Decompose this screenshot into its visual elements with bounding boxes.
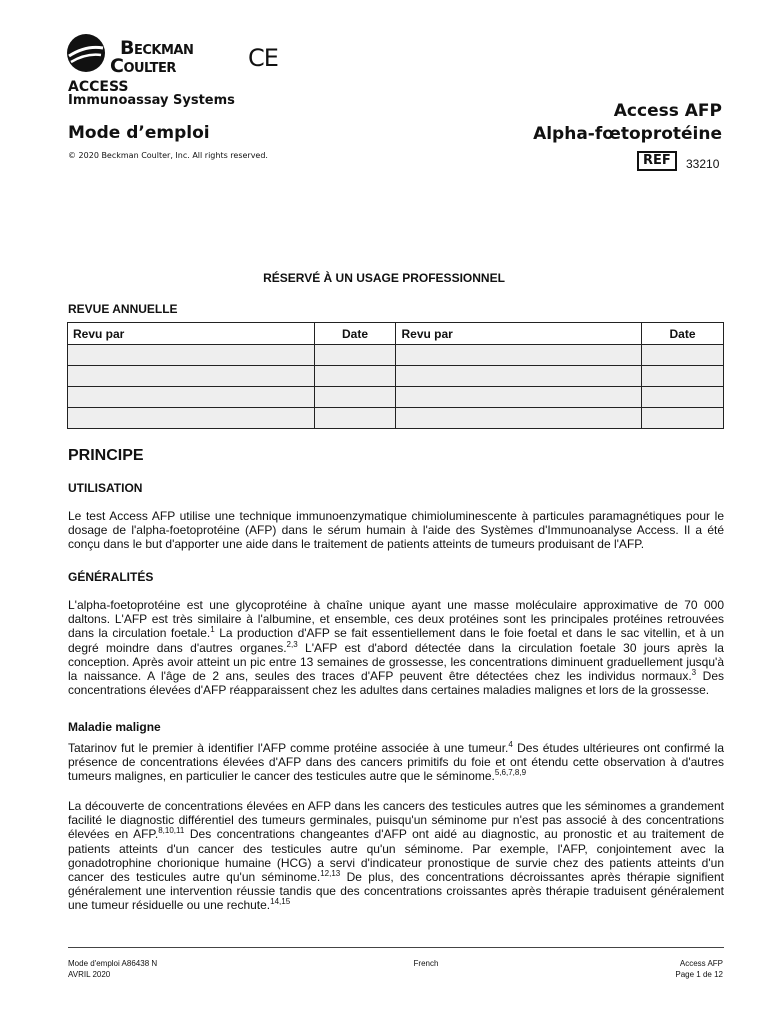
table-cell [642, 387, 724, 408]
annual-review-heading: REVUE ANNUELLE [68, 302, 178, 316]
product-title: Access AFP [613, 101, 722, 121]
generalites-paragraph: L'alpha-foetoprotéine est une glycoprotéine à chaîne unique ayant une masse moléculaire approximative de 70 000 daltons. L'AFP est très similaire à l'albumine, et ensemble, ces deux protéines sont les principales protéines retrouvées dans la circulation foetale.$^1$ La production d'AFP se fait essentiellement dans le foie foetal et dans le sac vitellin, et à un degré moindre dans d'autres organes.$^{2,3}$ L'AFP est d'abord détectée dans la circulation foetale 30 jours après la conception. Après avoir atteint un pic entre 13 semaines de grossesse, les concentrations diminuent graduellement jusqu'à la naissance. A l'âge de 2 ans, seules des traces d'AFP peuvent être détectées chez les individus normaux.$^3$ Des concentrations élevées d'AFP réapparaissent chez les adultes dans certaines maladies malignes et lors de la grossesse. [68, 598, 724, 698]
table-cell [314, 345, 396, 366]
table-cell [396, 387, 642, 408]
table-cell [642, 408, 724, 429]
table-cell [396, 366, 642, 387]
footer-product: Access AFP [679, 959, 723, 968]
brand-word-1: Beckman [120, 37, 194, 59]
ref-number: 33210 [686, 157, 720, 171]
annual-review-table [67, 322, 724, 429]
table-cell [642, 345, 724, 366]
table-cell [314, 408, 396, 429]
table-cell [68, 408, 315, 429]
footer-doc-ref: Mode d'emploi A86438 N [68, 959, 158, 968]
table-cell [396, 408, 642, 429]
system-subtitle: Immunoassay Systems [68, 93, 235, 108]
column-header: Date [314, 323, 396, 345]
table-cell [314, 387, 396, 408]
footer-page-number: Page 1 de 12 [675, 970, 723, 979]
ce-mark: CE [248, 44, 278, 72]
footer-language: French [413, 959, 439, 968]
maladie-paragraph-2: La découverte de concentrations élevées en AFP dans les cancers des testicules autres que les séminomes a grandement facilité le diagnostic différentiel des tumeurs germinales, puisqu'un séminome pur n'est pas associé à des concentrations élevées en AFP.$^{8,10,11}$ Des concentrations changeantes d'AFP ont aidé au diagnostic, au pronostic et au traitement de patients atteints d'un cancer des testicules autre qu'un séminome. Par exemple, l'AFP, conjointement avec la gonadotrophine chorionique humaine (HCG) a servi d'indicateur pronostique de survie chez des patients atteints d'un cancer des testicules autre qu'un séminome.$^{12,13}$ De plus, des concentrations décroissantes après thérapie signifient généralement une intervention réussie tandis que des concentrations croissantes après thérapie traduisent généralement une tumeur résiduelle ou une rechute.$^{14,15}$ [68, 799, 724, 913]
copyright-notice: © 2020 Beckman Coulter, Inc. All rights reserved. [68, 151, 268, 160]
table-row [68, 345, 724, 366]
beckman-coulter-logo [66, 33, 216, 79]
footer-divider [68, 947, 724, 948]
utilisation-heading: UTILISATION [68, 481, 143, 495]
document-type: Mode d’emploi [68, 123, 210, 143]
utilisation-paragraph: Le test Access AFP utilise une technique immunoenzymatique chimioluminescente à particules paramagnétiques pour le dosage de l'alpha-foetoprotéine (AFP) dans le sérum humain à l'aide des Systèmes d'Immunoanalyse Access. Il a été conçu dans le but d'apporter une aide dans le traitement de patients atteints de tumeurs produisant de l'AFP. [68, 509, 724, 552]
maladie-paragraph-1: Tatarinov fut le premier à identifier l'AFP comme protéine associée à une tumeur.$^4$ Des études ultérieures ont confirmé la présence de concentrations élevées d'AFP dans des cancers primitifs du foie et ont étendu cette observation à d'autres tumeurs malignes, en particulier le cancer des testicules autre que le séminome.$^{5,6,7,8,9}$ [68, 740, 724, 784]
generalites-heading: GÉNÉRALITÉS [68, 570, 154, 584]
column-header: Revu par [396, 323, 642, 345]
table-row [68, 366, 724, 387]
table-cell [396, 345, 642, 366]
footer-date: AVRIL 2020 [68, 970, 111, 979]
system-name: ACCESS [68, 79, 129, 95]
brand-word-2: Coulter [110, 55, 176, 77]
beckman-globe-icon [66, 33, 106, 73]
table-header-row [68, 323, 724, 345]
product-subtitle: Alpha-fœtoprotéine [533, 124, 722, 144]
table-cell [68, 387, 315, 408]
table-cell [314, 366, 396, 387]
professional-use-notice: RÉSERVÉ À UN USAGE PROFESSIONNEL [263, 271, 505, 285]
table-row [68, 387, 724, 408]
table-cell [642, 366, 724, 387]
section-title: PRINCIPE [68, 447, 144, 464]
table-cell [68, 366, 315, 387]
maladie-heading: Maladie maligne [68, 720, 161, 734]
table-cell [68, 345, 315, 366]
column-header: Revu par [68, 323, 315, 345]
column-header: Date [642, 323, 724, 345]
table-row [68, 408, 724, 429]
ref-label: REF [637, 151, 677, 171]
